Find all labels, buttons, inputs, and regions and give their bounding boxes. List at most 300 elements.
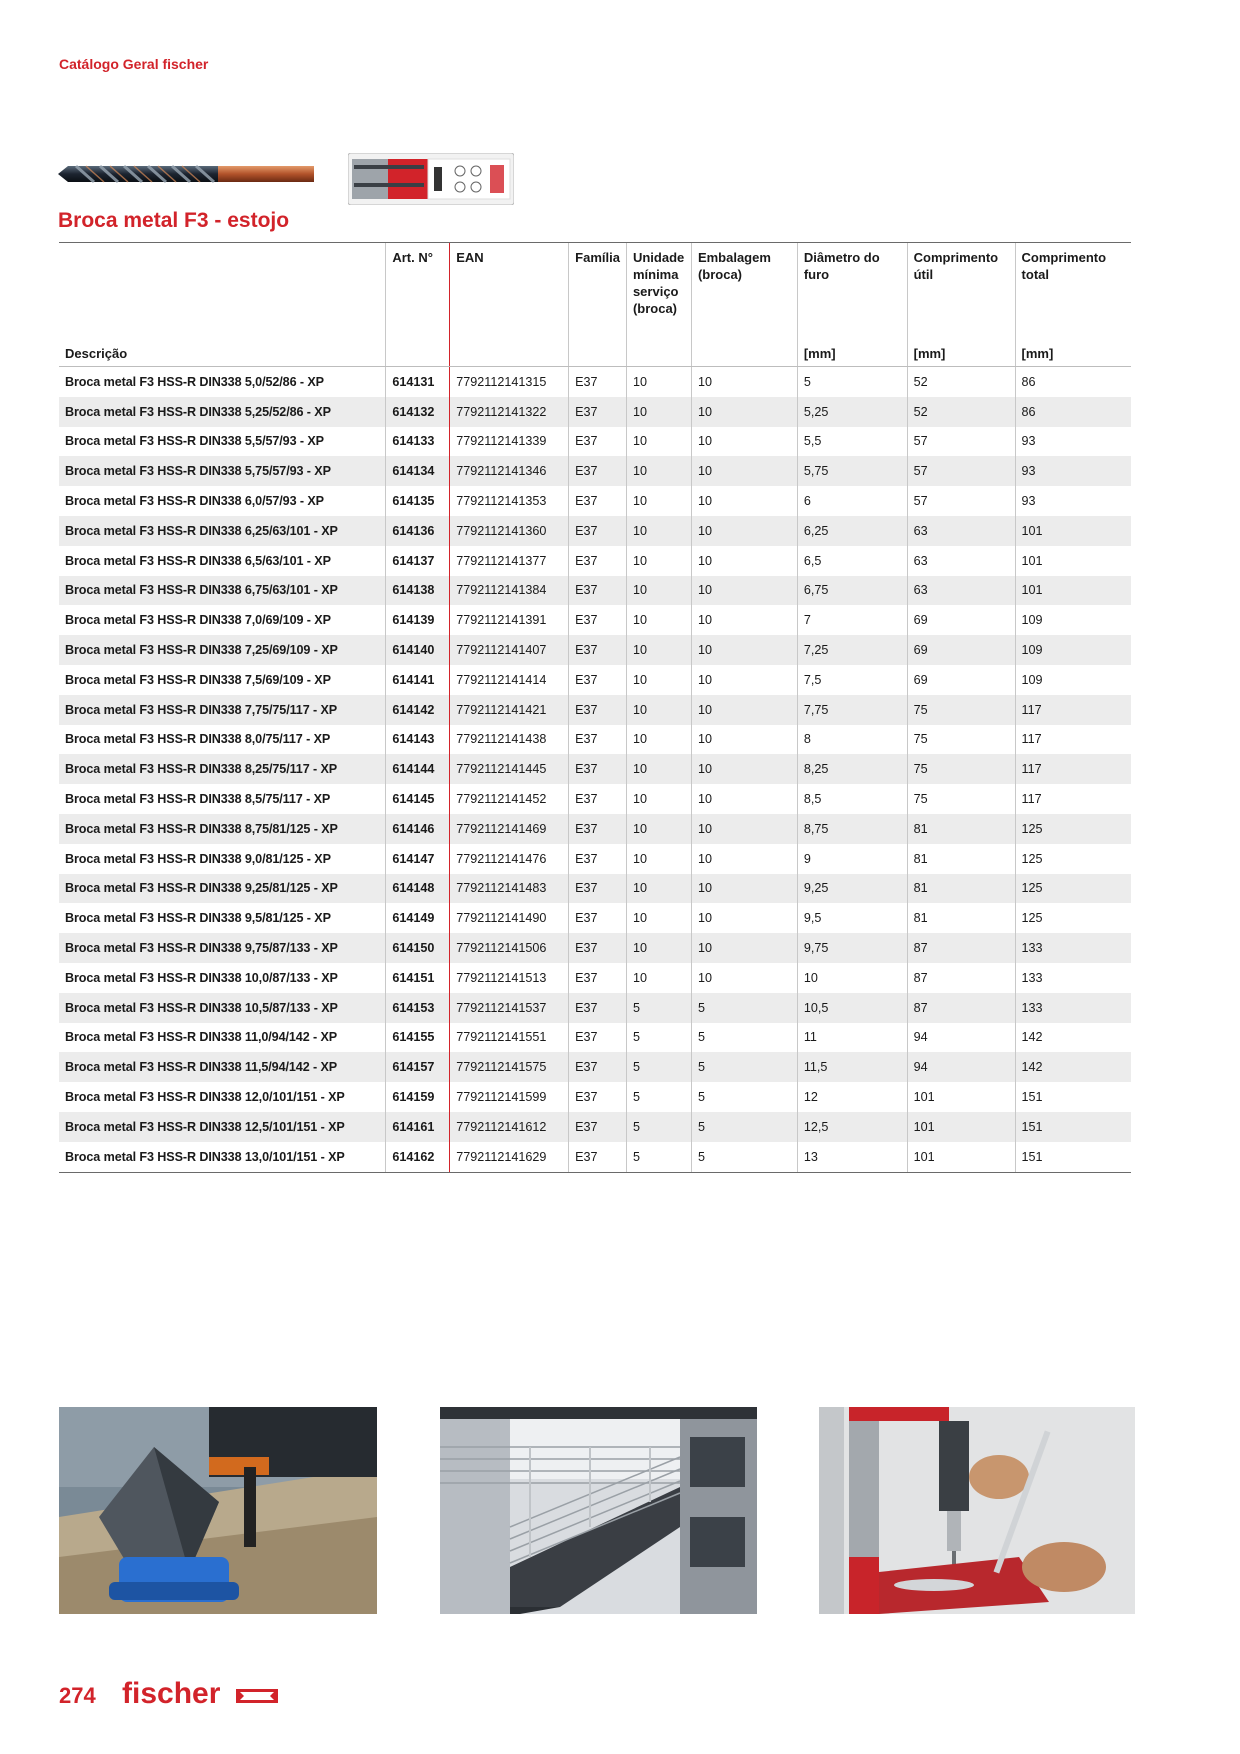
table-row xyxy=(59,546,1131,576)
cell-familia: E37 xyxy=(569,427,627,457)
cell-unidade: 5 xyxy=(626,1112,691,1142)
cell-embalagem: 10 xyxy=(691,546,797,576)
cell-comprimento-util: 69 xyxy=(907,605,1015,635)
cell-ean: 7792112141575 xyxy=(450,1052,569,1082)
header-comp-total-line1: Comprimento xyxy=(1021,250,1107,265)
header-unidade xyxy=(626,243,691,367)
cell-comprimento-util: 75 xyxy=(907,754,1015,784)
cell-descricao: Broca metal F3 HSS-R DIN338 5,5/57/93 - XP xyxy=(65,434,324,449)
table-row xyxy=(59,367,1131,397)
cell-comprimento-util: 81 xyxy=(907,903,1015,933)
cell-comprimento-util: 69 xyxy=(907,635,1015,665)
cell-diametro: 7,5 xyxy=(797,665,907,695)
cell-comprimento-util: 57 xyxy=(907,427,1015,457)
cell-descricao: Broca metal F3 HSS-R DIN338 12,0/101/151 - XP xyxy=(65,1090,345,1105)
header-unidade-line1: Unidade xyxy=(632,250,685,265)
staircase-railing-photo xyxy=(440,1407,757,1614)
cell-diametro: 9,75 xyxy=(797,933,907,963)
header-comp-total-line2: total xyxy=(1021,267,1049,282)
cell-comprimento-total: 109 xyxy=(1015,635,1131,665)
cell-unidade: 5 xyxy=(626,1082,691,1112)
cell-unidade: 10 xyxy=(626,665,691,695)
cell-unidade: 5 xyxy=(626,1142,691,1172)
cell-familia: E37 xyxy=(569,1023,627,1053)
table-row xyxy=(59,1112,1131,1142)
catalog-header-title: Catálogo Geral fischer xyxy=(59,56,209,72)
cell-art-no: 614143 xyxy=(386,725,450,755)
cell-familia: E37 xyxy=(569,1052,627,1082)
cell-familia: E37 xyxy=(569,695,627,725)
cell-embalagem: 10 xyxy=(691,427,797,457)
cell-diametro: 8 xyxy=(797,725,907,755)
cell-unidade: 5 xyxy=(626,1023,691,1053)
cell-descricao: Broca metal F3 HSS-R DIN338 5,75/57/93 - XP xyxy=(59,456,386,486)
cell-descricao: Broca metal F3 HSS-R DIN338 8,25/75/117 - XP xyxy=(59,754,386,784)
cell-familia: E37 xyxy=(569,486,627,516)
cell-comprimento-total: 101 xyxy=(1015,546,1131,576)
cell-art-no: 614138 xyxy=(386,576,450,606)
cell-unidade: 10 xyxy=(626,486,691,516)
cell-comprimento-total: 101 xyxy=(1015,576,1131,606)
cell-descricao: Broca metal F3 HSS-R DIN338 5,25/52/86 - XP xyxy=(59,397,386,427)
cell-ean: 7792112141315 xyxy=(450,367,569,397)
cell-comprimento-util: 52 xyxy=(907,397,1015,427)
cell-comprimento-total: 101 xyxy=(1015,516,1131,546)
cell-ean: 7792112141414 xyxy=(450,665,569,695)
cell-ean: 7792112141322 xyxy=(450,397,569,427)
header-unidade-line2: mínima xyxy=(632,267,679,282)
cell-embalagem: 10 xyxy=(691,874,797,904)
cell-ean: 7792112141360 xyxy=(450,516,569,546)
table-row xyxy=(59,576,1131,606)
cell-unidade: 10 xyxy=(626,814,691,844)
cell-embalagem: 10 xyxy=(691,725,797,755)
cell-comprimento-total: 93 xyxy=(1015,427,1131,457)
cell-art-no: 614161 xyxy=(386,1112,450,1142)
cell-familia: E37 xyxy=(569,993,627,1023)
cell-unidade: 10 xyxy=(626,784,691,814)
cell-comprimento-util: 69 xyxy=(907,665,1015,695)
cell-unidade: 10 xyxy=(626,456,691,486)
table-row xyxy=(59,486,1131,516)
cell-unidade: 10 xyxy=(626,844,691,874)
table-row xyxy=(59,695,1131,725)
cell-diametro: 12,5 xyxy=(797,1112,907,1142)
cell-ean: 7792112141391 xyxy=(450,605,569,635)
cell-comprimento-util: 87 xyxy=(907,993,1015,1023)
table-body xyxy=(59,367,1131,1173)
cell-familia: E37 xyxy=(569,367,627,397)
cell-embalagem: 5 xyxy=(691,1142,797,1172)
cell-embalagem: 10 xyxy=(691,933,797,963)
table-row xyxy=(59,1082,1131,1112)
header-comp-util-unit: [mm] xyxy=(913,346,946,361)
header-diametro xyxy=(797,243,907,367)
cell-unidade: 5 xyxy=(626,993,691,1023)
cell-descricao: Broca metal F3 HSS-R DIN338 8,5/75/117 - XP xyxy=(65,792,331,807)
cell-unidade: 10 xyxy=(626,933,691,963)
cell-unidade: 10 xyxy=(626,605,691,635)
table-row xyxy=(59,1023,1131,1053)
cell-familia: E37 xyxy=(569,1142,627,1172)
cell-art-no: 614134 xyxy=(386,456,450,486)
cell-familia: E37 xyxy=(569,516,627,546)
cell-comprimento-total: 117 xyxy=(1015,784,1131,814)
cell-comprimento-total: 125 xyxy=(1015,814,1131,844)
table-row xyxy=(59,814,1131,844)
cell-ean: 7792112141377 xyxy=(450,546,569,576)
cell-descricao: Broca metal F3 HSS-R DIN338 7,0/69/109 - XP xyxy=(65,613,331,628)
cell-art-no: 614149 xyxy=(386,903,450,933)
cell-descricao: Broca metal F3 HSS-R DIN338 7,5/69/109 - XP xyxy=(65,672,331,687)
cell-ean: 7792112141421 xyxy=(450,695,569,725)
cell-familia: E37 xyxy=(569,725,627,755)
cell-embalagem: 10 xyxy=(691,784,797,814)
cell-comprimento-total: 125 xyxy=(1015,903,1131,933)
cell-ean: 7792112141483 xyxy=(450,874,569,904)
cell-art-no: 614136 xyxy=(386,516,450,546)
cell-diametro: 6 xyxy=(797,486,907,516)
cell-comprimento-util: 87 xyxy=(907,933,1015,963)
cell-unidade: 10 xyxy=(626,516,691,546)
cell-comprimento-util: 101 xyxy=(907,1142,1015,1172)
cell-comprimento-total: 133 xyxy=(1015,933,1131,963)
cell-ean: 7792112141346 xyxy=(450,456,569,486)
drill-press-photo xyxy=(819,1407,1135,1614)
cell-familia: E37 xyxy=(569,605,627,635)
cell-ean: 7792112141490 xyxy=(450,903,569,933)
cell-unidade: 10 xyxy=(626,397,691,427)
cell-descricao: Broca metal F3 HSS-R DIN338 6,25/63/101 - XP xyxy=(59,516,386,546)
cell-diametro: 8,25 xyxy=(797,754,907,784)
table-row xyxy=(59,874,1131,904)
cell-comprimento-util: 75 xyxy=(907,695,1015,725)
table-row xyxy=(59,635,1131,665)
cell-unidade: 10 xyxy=(626,963,691,993)
cell-descricao: Broca metal F3 HSS-R DIN338 9,25/81/125 - XP xyxy=(59,874,386,904)
cell-comprimento-util: 81 xyxy=(907,814,1015,844)
cell-comprimento-total: 133 xyxy=(1015,993,1131,1023)
cell-embalagem: 10 xyxy=(691,605,797,635)
header-art-no: Art. N° xyxy=(386,243,450,367)
header-comprimento-util xyxy=(907,243,1015,367)
cell-comprimento-util: 63 xyxy=(907,516,1015,546)
cell-familia: E37 xyxy=(569,665,627,695)
cell-ean: 7792112141353 xyxy=(450,486,569,516)
cell-ean: 7792112141599 xyxy=(450,1082,569,1112)
table-row xyxy=(59,933,1131,963)
drill-package-image xyxy=(348,153,514,205)
drill-bit-image xyxy=(58,160,314,188)
cell-comprimento-total: 133 xyxy=(1015,963,1131,993)
header-embalagem-line2: (broca) xyxy=(697,267,742,282)
cell-unidade: 10 xyxy=(626,874,691,904)
cell-familia: E37 xyxy=(569,576,627,606)
cell-descricao: Broca metal F3 HSS-R DIN338 6,0/57/93 - XP xyxy=(65,494,324,509)
header-diametro-line2: furo xyxy=(803,267,830,282)
header-familia: Família xyxy=(569,243,627,367)
table-row xyxy=(59,725,1131,755)
cell-diametro: 13 xyxy=(797,1142,907,1172)
cell-art-no: 614157 xyxy=(386,1052,450,1082)
cell-diametro: 5,75 xyxy=(797,456,907,486)
cell-familia: E37 xyxy=(569,635,627,665)
cell-diametro: 6,25 xyxy=(797,516,907,546)
cell-ean: 7792112141551 xyxy=(450,1023,569,1053)
cell-diametro: 6,75 xyxy=(797,576,907,606)
cell-comprimento-total: 151 xyxy=(1015,1142,1131,1172)
cell-embalagem: 10 xyxy=(691,665,797,695)
cell-comprimento-total: 125 xyxy=(1015,874,1131,904)
table-header-row xyxy=(59,243,1131,367)
cell-art-no: 614155 xyxy=(386,1023,450,1053)
cell-ean: 7792112141476 xyxy=(450,844,569,874)
cell-diametro: 11,5 xyxy=(797,1052,907,1082)
cell-descricao: Broca metal F3 HSS-R DIN338 6,5/63/101 - XP xyxy=(65,553,331,568)
cell-comprimento-total: 86 xyxy=(1015,397,1131,427)
cell-ean: 7792112141506 xyxy=(450,933,569,963)
cell-embalagem: 10 xyxy=(691,754,797,784)
header-unidade-line3: serviço xyxy=(632,284,679,299)
cell-art-no: 614141 xyxy=(386,665,450,695)
cell-comprimento-total: 142 xyxy=(1015,1052,1131,1082)
cell-ean: 7792112141452 xyxy=(450,784,569,814)
cell-familia: E37 xyxy=(569,456,627,486)
cell-descricao: Broca metal F3 HSS-R DIN338 9,0/81/125 - XP xyxy=(65,851,331,866)
cell-descricao: Broca metal F3 HSS-R DIN338 5,0/52/86 - XP xyxy=(65,374,324,389)
cell-familia: E37 xyxy=(569,814,627,844)
table-row xyxy=(59,456,1131,486)
cell-descricao: Broca metal F3 HSS-R DIN338 8,0/75/117 - XP xyxy=(65,732,331,747)
cell-comprimento-total: 125 xyxy=(1015,844,1131,874)
cell-art-no: 614148 xyxy=(386,874,450,904)
cell-comprimento-util: 57 xyxy=(907,486,1015,516)
fischer-logo xyxy=(122,1675,282,1711)
cell-unidade: 10 xyxy=(626,427,691,457)
table-row xyxy=(59,903,1131,933)
cell-diametro: 5,25 xyxy=(797,397,907,427)
cell-embalagem: 10 xyxy=(691,844,797,874)
cell-diametro: 7 xyxy=(797,605,907,635)
cell-familia: E37 xyxy=(569,933,627,963)
cell-diametro: 9 xyxy=(797,844,907,874)
cell-ean: 7792112141384 xyxy=(450,576,569,606)
header-unidade-line4: (broca) xyxy=(632,301,678,316)
cell-familia: E37 xyxy=(569,963,627,993)
cell-diametro: 8,75 xyxy=(797,814,907,844)
cell-familia: E37 xyxy=(569,1082,627,1112)
cell-descricao: Broca metal F3 HSS-R DIN338 7,25/69/109 - XP xyxy=(59,635,386,665)
cell-ean: 7792112141407 xyxy=(450,635,569,665)
cell-art-no: 614147 xyxy=(386,844,450,874)
cell-descricao: Broca metal F3 HSS-R DIN338 11,5/94/142 - XP xyxy=(59,1052,386,1082)
table-row xyxy=(59,1052,1131,1082)
cell-ean: 7792112141339 xyxy=(450,427,569,457)
cell-comprimento-util: 94 xyxy=(907,1023,1015,1053)
cell-art-no: 614145 xyxy=(386,784,450,814)
cell-unidade: 10 xyxy=(626,635,691,665)
cell-comprimento-util: 81 xyxy=(907,874,1015,904)
cell-comprimento-total: 151 xyxy=(1015,1082,1131,1112)
cell-descricao: Broca metal F3 HSS-R DIN338 9,75/87/133 - XP xyxy=(59,933,386,963)
cell-unidade: 5 xyxy=(626,1052,691,1082)
cell-embalagem: 10 xyxy=(691,814,797,844)
cell-diametro: 9,5 xyxy=(797,903,907,933)
cell-familia: E37 xyxy=(569,844,627,874)
table-row xyxy=(59,665,1131,695)
cell-familia: E37 xyxy=(569,754,627,784)
cell-unidade: 10 xyxy=(626,903,691,933)
cell-descricao: Broca metal F3 HSS-R DIN338 9,5/81/125 - XP xyxy=(65,911,331,926)
cell-familia: E37 xyxy=(569,546,627,576)
cell-comprimento-total: 86 xyxy=(1015,367,1131,397)
product-spec-table xyxy=(59,242,1131,1173)
table-row xyxy=(59,963,1131,993)
cell-descricao: Broca metal F3 HSS-R DIN338 11,0/94/142 - XP xyxy=(65,1030,338,1045)
cell-descricao: Broca metal F3 HSS-R DIN338 10,5/87/133 - XP xyxy=(59,993,386,1023)
table-row xyxy=(59,844,1131,874)
cell-art-no: 614139 xyxy=(386,605,450,635)
cell-diametro: 6,5 xyxy=(797,546,907,576)
cell-comprimento-total: 117 xyxy=(1015,754,1131,784)
cell-comprimento-util: 94 xyxy=(907,1052,1015,1082)
cell-art-no: 614153 xyxy=(386,993,450,1023)
cell-descricao: Broca metal F3 HSS-R DIN338 10,0/87/133 - XP xyxy=(65,970,338,985)
cell-comprimento-util: 101 xyxy=(907,1082,1015,1112)
table-row xyxy=(59,784,1131,814)
cell-embalagem: 5 xyxy=(691,1112,797,1142)
cell-comprimento-total: 93 xyxy=(1015,486,1131,516)
cell-art-no: 614137 xyxy=(386,546,450,576)
header-diametro-unit: [mm] xyxy=(803,346,836,361)
cell-comprimento-util: 63 xyxy=(907,576,1015,606)
cell-unidade: 10 xyxy=(626,576,691,606)
cell-art-no: 614151 xyxy=(386,963,450,993)
cell-unidade: 10 xyxy=(626,725,691,755)
page-number: 274 xyxy=(59,1683,96,1708)
cell-art-no: 614144 xyxy=(386,754,450,784)
cell-comprimento-total: 109 xyxy=(1015,665,1131,695)
cell-embalagem: 10 xyxy=(691,635,797,665)
section-title: Broca metal F3 - estojo xyxy=(58,209,290,232)
cell-art-no: 614162 xyxy=(386,1142,450,1172)
cell-embalagem: 10 xyxy=(691,903,797,933)
cell-descricao: Broca metal F3 HSS-R DIN338 13,0/101/151 - XP xyxy=(59,1142,386,1172)
cell-embalagem: 5 xyxy=(691,993,797,1023)
cell-diametro: 8,5 xyxy=(797,784,907,814)
header-comp-util-line2: útil xyxy=(913,267,934,282)
table-row xyxy=(59,516,1131,546)
cell-diametro: 5 xyxy=(797,367,907,397)
cell-ean: 7792112141537 xyxy=(450,993,569,1023)
fischer-logo-text: fischer xyxy=(122,1677,221,1710)
cell-art-no: 614142 xyxy=(386,695,450,725)
cell-embalagem: 5 xyxy=(691,1052,797,1082)
cell-familia: E37 xyxy=(569,784,627,814)
cell-descricao: Broca metal F3 HSS-R DIN338 8,75/81/125 - XP xyxy=(59,814,386,844)
cell-ean: 7792112141469 xyxy=(450,814,569,844)
cell-comprimento-total: 93 xyxy=(1015,456,1131,486)
table-row xyxy=(59,993,1131,1023)
cell-comprimento-util: 52 xyxy=(907,367,1015,397)
cell-art-no: 614146 xyxy=(386,814,450,844)
cell-ean: 7792112141629 xyxy=(450,1142,569,1172)
cell-embalagem: 10 xyxy=(691,367,797,397)
cell-art-no: 614132 xyxy=(386,397,450,427)
cell-art-no: 614140 xyxy=(386,635,450,665)
cell-familia: E37 xyxy=(569,903,627,933)
table-row xyxy=(59,397,1131,427)
header-embalagem xyxy=(691,243,797,367)
cell-art-no: 614133 xyxy=(386,427,450,457)
cell-embalagem: 10 xyxy=(691,963,797,993)
cell-familia: E37 xyxy=(569,874,627,904)
cell-embalagem: 10 xyxy=(691,456,797,486)
header-comp-total-unit: [mm] xyxy=(1021,346,1054,361)
header-comp-util-line1: Comprimento xyxy=(913,250,999,265)
cell-art-no: 614135 xyxy=(386,486,450,516)
cell-ean: 7792112141445 xyxy=(450,754,569,784)
cell-comprimento-util: 63 xyxy=(907,546,1015,576)
cell-unidade: 10 xyxy=(626,754,691,784)
cell-diametro: 5,5 xyxy=(797,427,907,457)
cell-diametro: 12 xyxy=(797,1082,907,1112)
cell-diametro: 10 xyxy=(797,963,907,993)
cell-comprimento-util: 101 xyxy=(907,1112,1015,1142)
cell-comprimento-util: 75 xyxy=(907,725,1015,755)
cell-familia: E37 xyxy=(569,1112,627,1142)
header-descricao: Descrição xyxy=(59,243,386,367)
header-diametro-line1: Diâmetro do xyxy=(803,250,880,265)
cell-descricao: Broca metal F3 HSS-R DIN338 7,75/75/117 - XP xyxy=(59,695,386,725)
cell-diametro: 10,5 xyxy=(797,993,907,1023)
cell-comprimento-total: 117 xyxy=(1015,695,1131,725)
cell-embalagem: 10 xyxy=(691,397,797,427)
cell-comprimento-util: 81 xyxy=(907,844,1015,874)
cell-comprimento-total: 117 xyxy=(1015,725,1131,755)
cell-art-no: 614150 xyxy=(386,933,450,963)
cell-comprimento-total: 142 xyxy=(1015,1023,1131,1053)
cell-ean: 7792112141612 xyxy=(450,1112,569,1142)
cell-unidade: 10 xyxy=(626,367,691,397)
cell-diametro: 7,75 xyxy=(797,695,907,725)
vise-drilling-photo xyxy=(59,1407,377,1614)
table-row xyxy=(59,1142,1131,1172)
table-row xyxy=(59,754,1131,784)
cell-descricao: Broca metal F3 HSS-R DIN338 6,75/63/101 - XP xyxy=(59,576,386,606)
cell-diametro: 7,25 xyxy=(797,635,907,665)
cell-unidade: 10 xyxy=(626,546,691,576)
cell-embalagem: 10 xyxy=(691,695,797,725)
cell-embalagem: 5 xyxy=(691,1023,797,1053)
cell-descricao: Broca metal F3 HSS-R DIN338 12,5/101/151 - XP xyxy=(59,1112,386,1142)
cell-art-no: 614159 xyxy=(386,1082,450,1112)
cell-comprimento-util: 87 xyxy=(907,963,1015,993)
cell-comprimento-util: 57 xyxy=(907,456,1015,486)
cell-comprimento-total: 151 xyxy=(1015,1112,1131,1142)
cell-embalagem: 5 xyxy=(691,1082,797,1112)
cell-embalagem: 10 xyxy=(691,486,797,516)
table-row xyxy=(59,605,1131,635)
cell-art-no: 614131 xyxy=(386,367,450,397)
cell-embalagem: 10 xyxy=(691,516,797,546)
cell-comprimento-total: 109 xyxy=(1015,605,1131,635)
cell-ean: 7792112141513 xyxy=(450,963,569,993)
table-row xyxy=(59,427,1131,457)
cell-embalagem: 10 xyxy=(691,576,797,606)
cell-familia: E37 xyxy=(569,397,627,427)
header-embalagem-line1: Embalagem xyxy=(697,250,771,265)
